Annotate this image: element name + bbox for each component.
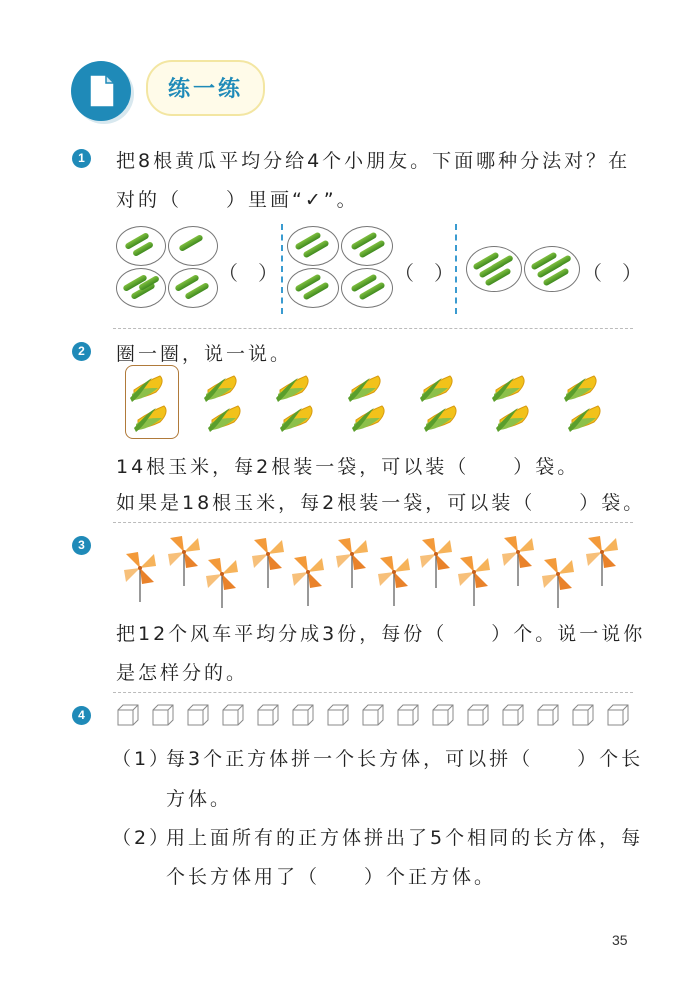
- plate: [341, 268, 393, 308]
- cube: [398, 705, 418, 725]
- answer-blank-1b[interactable]: （ ）: [394, 261, 454, 285]
- answer-blank-1a[interactable]: （ ）: [218, 261, 278, 285]
- question-number-1: 1: [72, 149, 91, 168]
- page-number: 35: [612, 932, 628, 948]
- question-number-3: 3: [72, 536, 91, 555]
- corn-pair: [352, 406, 384, 432]
- q4-sub2-label: （2）: [112, 827, 172, 849]
- q4-sub2-line1: 用上面所有的正方体拼出了5个相同的长方体，每: [166, 827, 644, 849]
- pinwheel: [542, 558, 574, 608]
- q4-sub1-line2: 方体。: [166, 788, 233, 810]
- q2-text-line2: 如果是18根玉米，每2根装一袋，可以装（ ）袋。: [116, 492, 646, 514]
- cube: [293, 705, 313, 725]
- plate: [341, 226, 393, 266]
- corn-pair: [208, 406, 240, 432]
- section-divider: [113, 522, 633, 523]
- q3-text-line1: 把12个风车平均分成3份，每份（ ）个。说一说你: [116, 623, 646, 645]
- pinwheel: [502, 536, 534, 586]
- cube: [118, 705, 138, 725]
- cube: [328, 705, 348, 725]
- q3-text-line2: 是怎样分的。: [116, 662, 249, 684]
- corn-pair: [204, 376, 236, 402]
- pinwheel: [124, 552, 156, 602]
- corn-pair: [420, 376, 452, 402]
- question-number-4: 4: [72, 706, 91, 725]
- corn-pair: [564, 376, 596, 402]
- question-number-2: 2: [72, 342, 91, 361]
- cube: [538, 705, 558, 725]
- pinwheel: [206, 558, 238, 608]
- pinwheel: [586, 536, 618, 586]
- cube: [258, 705, 278, 725]
- corn-pair: [280, 406, 312, 432]
- cube: [468, 705, 488, 725]
- document-icon: [71, 61, 131, 121]
- q2-prompt: 圈一圈，说一说。: [116, 343, 293, 365]
- corn-pair: [130, 376, 162, 402]
- pinwheel: [420, 538, 452, 588]
- cube: [363, 705, 383, 725]
- corn-pair: [134, 406, 166, 432]
- plate: [168, 226, 218, 266]
- page-title: 练一练: [168, 77, 244, 102]
- divider: [455, 224, 457, 314]
- pinwheel: [292, 556, 324, 606]
- cube: [573, 705, 593, 725]
- corn-pair: [492, 376, 524, 402]
- cube-row: [116, 703, 636, 729]
- q4-sub1-label: （1）: [112, 748, 172, 770]
- pinwheel: [458, 556, 490, 606]
- q4-sub1-line1: 每3个正方体拼一个长方体，可以拼（ ）个长: [166, 748, 644, 770]
- header-icon-badge: [71, 61, 131, 121]
- section-divider: [113, 692, 633, 693]
- corn-pair: [496, 406, 528, 432]
- cube: [433, 705, 453, 725]
- cube: [608, 705, 628, 725]
- q1-text-line2: 对的（ ）里画“✓”。: [116, 189, 359, 211]
- divider: [281, 224, 283, 314]
- section-divider: [113, 328, 633, 329]
- cube: [188, 705, 208, 725]
- corn-pair: [348, 376, 380, 402]
- corn-row: [120, 362, 620, 442]
- corn-pair: [424, 406, 456, 432]
- pinwheel: [252, 538, 284, 588]
- cube: [503, 705, 523, 725]
- pinwheel-row: [118, 530, 628, 610]
- cube: [223, 705, 243, 725]
- q2-text-line1: 14根玉米，每2根装一袋，可以装（ ）袋。: [116, 456, 580, 478]
- corn-pair: [276, 376, 308, 402]
- q4-sub2-line2: 个长方体用了（ ）个正方体。: [166, 866, 497, 888]
- answer-blank-1c[interactable]: （ ）: [582, 261, 642, 285]
- pinwheel: [378, 556, 410, 606]
- cube: [153, 705, 173, 725]
- corn-pair: [568, 406, 600, 432]
- pinwheel: [336, 538, 368, 588]
- q1-text-line1: 把8根黄瓜平均分给4个小朋友。下面哪种分法对？在: [116, 150, 631, 172]
- pinwheel: [168, 536, 200, 586]
